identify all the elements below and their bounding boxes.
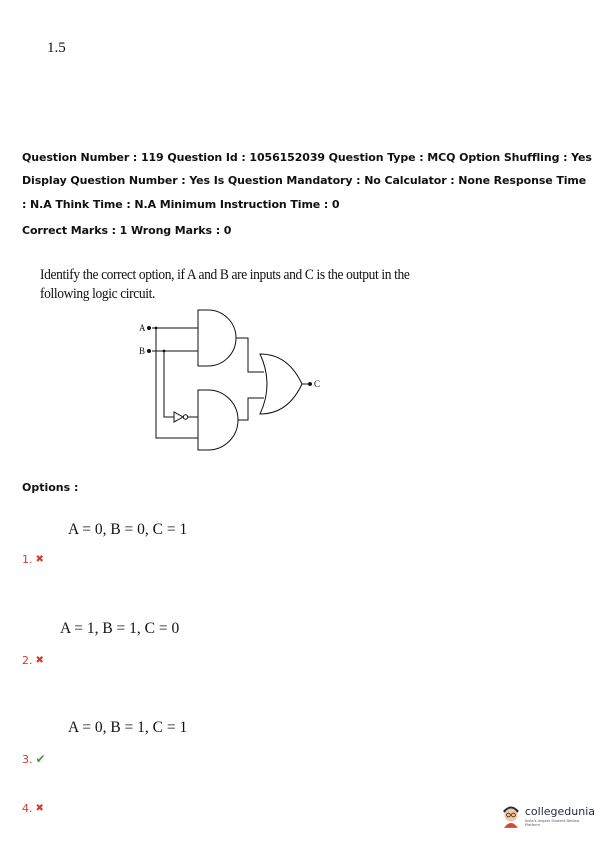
option-3-number: 3. bbox=[22, 752, 33, 766]
logo-name: collegedunia bbox=[524, 804, 595, 818]
question-meta-line-1: Question Number : 119 Question Id : 1056152039 Question Type : MCQ Option Shuffling : Yes bbox=[22, 151, 592, 164]
option-4-number: 4. bbox=[22, 802, 33, 815]
mascot-icon bbox=[500, 803, 522, 829]
and-gate-2 bbox=[198, 390, 238, 450]
option-3-text: A = 0, B = 1, C = 1 bbox=[68, 719, 188, 736]
not-gate bbox=[174, 412, 183, 422]
option-1[interactable] bbox=[22, 553, 44, 566]
question-text: Identify the correct option, if A and B are inputs and C is the output in the following logic circuit. bbox=[40, 267, 410, 302]
option-1-number: 1. bbox=[22, 553, 33, 566]
previous-option-text: 1.5 bbox=[47, 40, 66, 56]
option-2[interactable] bbox=[22, 654, 44, 667]
option-2-number: 2. bbox=[22, 654, 33, 667]
check-icon: ✔ bbox=[35, 752, 46, 766]
cross-icon: ✖ bbox=[35, 554, 44, 565]
option-1-text: A = 0, B = 0, C = 1 bbox=[68, 521, 188, 538]
cross-icon: ✖ bbox=[35, 655, 44, 666]
logo-tagline: India's largest Student Review Platform bbox=[524, 818, 580, 827]
input-a-label: A bbox=[139, 323, 146, 333]
option-3[interactable] bbox=[22, 752, 46, 766]
question-marks: Correct Marks : 1 Wrong Marks : 0 bbox=[22, 224, 232, 237]
and-gate-1 bbox=[198, 310, 236, 366]
options-title: Options : bbox=[22, 481, 79, 494]
or-gate bbox=[260, 354, 302, 414]
input-b-label: B bbox=[139, 346, 146, 356]
option-4[interactable] bbox=[22, 802, 44, 815]
question-meta-line-2: Display Question Number : Yes Is Question Mandatory : No Calculator : None Response Time bbox=[22, 174, 587, 187]
collegedunia-logo[interactable] bbox=[500, 803, 595, 829]
logic-circuit-diagram bbox=[130, 308, 330, 458]
cross-icon: ✖ bbox=[35, 803, 44, 814]
output-c-label: C bbox=[314, 379, 321, 389]
question-meta-line-3: : N.A Think Time : N.A Minimum Instruction Time : 0 bbox=[22, 198, 340, 211]
option-2-text: A = 1, B = 1, C = 0 bbox=[60, 620, 180, 637]
